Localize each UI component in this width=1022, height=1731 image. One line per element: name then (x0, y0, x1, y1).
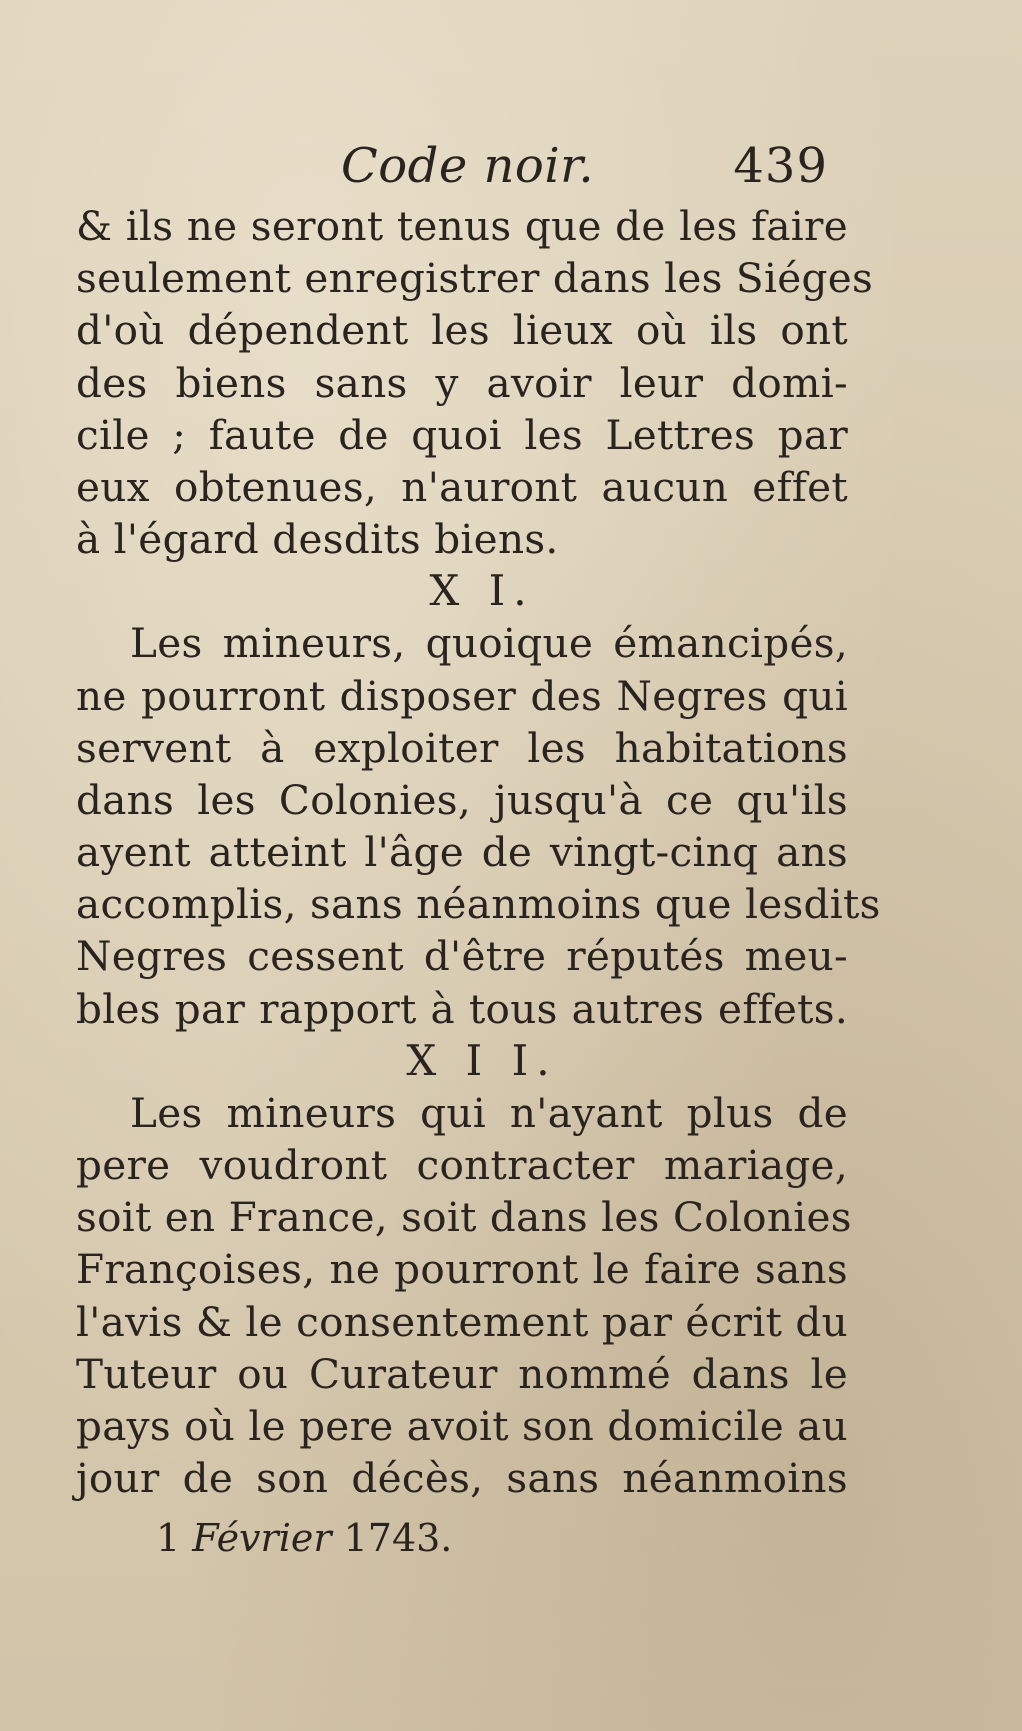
text-line: eux obtenues, n'auront aucun effet (76, 462, 848, 511)
text-line: jour de son décès, sans néanmoins (76, 1454, 848, 1503)
running-head (76, 138, 848, 200)
text-line: Les mineurs, quoique émancipés, (130, 619, 848, 668)
text-line: Françoises, ne pourront le faire sans (76, 1245, 848, 1294)
article-12-body (76, 1087, 852, 1505)
article-11-body (76, 617, 881, 1035)
text-line: à l'égard desdits biens. (76, 515, 559, 564)
text-line: ayent atteint l'âge de vingt-cinq ans (76, 828, 848, 877)
text-line: seulement enregistrer dans les Siéges (76, 254, 874, 303)
text-line: soit en France, soit dans les Colonies (76, 1193, 852, 1242)
text-line: bles par rapport à tous autres effets. (76, 984, 848, 1033)
text-line: Tuteur ou Curateur nommé dans le (76, 1349, 848, 1398)
text-line: d'où dépendent les lieux où ils ont (76, 306, 848, 355)
text-block (76, 138, 881, 1568)
text-line: pays où le pere avoit son domicile au (76, 1401, 848, 1450)
section-continuation (76, 200, 874, 565)
footer-date (76, 1508, 848, 1568)
text-line: Les mineurs qui n'ayant plus de (130, 1088, 848, 1137)
date-year: 1743. (343, 1516, 453, 1561)
text-line: l'avis & le consentement par écrit du (76, 1297, 848, 1346)
text-line: accomplis, sans néanmoins que lesdits (76, 880, 881, 929)
text-line: & ils ne seront tenus que de les faire (76, 202, 848, 250)
article-number-12: X I I. (406, 1035, 558, 1085)
text-line: Negres cessent d'être réputés meu- (76, 932, 848, 981)
text-line: des biens sans y avoir leur domi- (76, 358, 848, 407)
text-line: ne pourront disposer des Negres qui (76, 671, 848, 720)
article-number-11: X I. (429, 566, 535, 616)
date-day: 1 (156, 1516, 181, 1561)
running-title: Code noir. (341, 138, 595, 194)
text-line: pere voudront contracter mariage, (76, 1141, 848, 1189)
text-line: dans les Colonies, jusqu'à ce qu'ils (76, 775, 848, 824)
date-month: Février (192, 1516, 332, 1561)
text-line: cile ; faute de quoi les Lettres par (76, 410, 848, 459)
page-number: 439 (733, 138, 828, 194)
text-line: servent à exploiter les habitations (76, 723, 848, 772)
